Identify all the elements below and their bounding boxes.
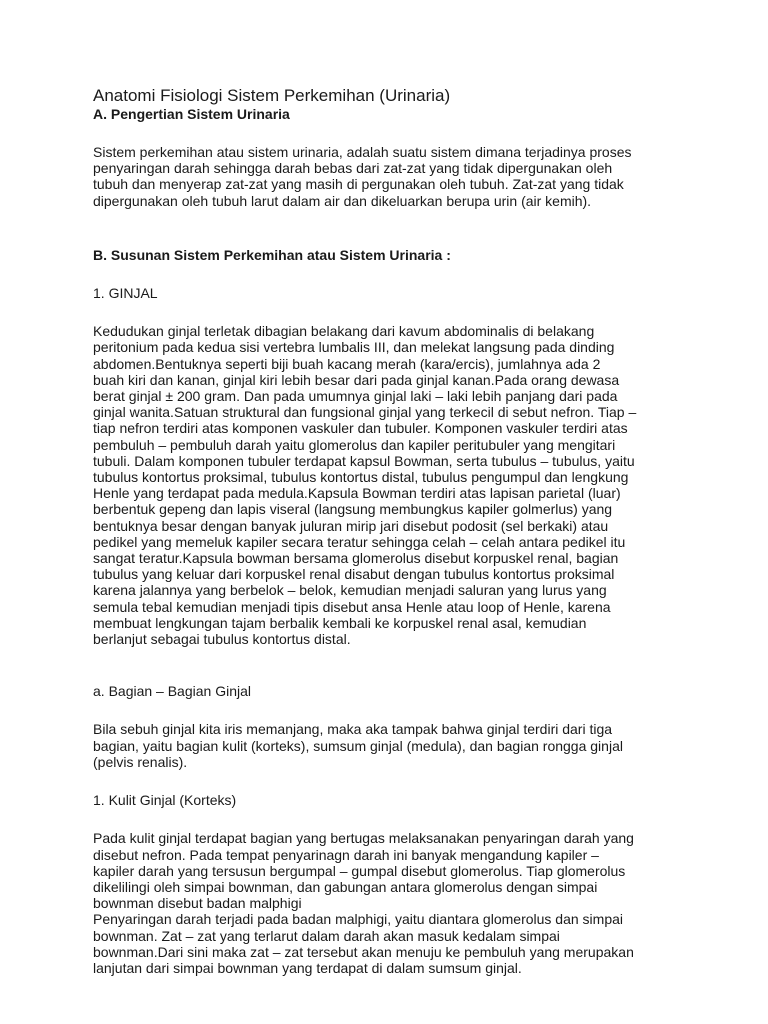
- paragraph-line: Kedudukan ginjal terletak dibagian belakang dari kavum abdominalis di belakang: [93, 323, 595, 340]
- paragraph-line: kapiler darah yang tersusun bergumpal – gumpal disebut glomerolus. Tiap glomerolus: [93, 862, 626, 879]
- paragraph-line: dikelilingi oleh simpai bownman, dan gabungan antara glomerolus dengan simpai: [93, 878, 598, 895]
- paragraph-line: berat ginjal ± 200 gram. Dan pada umumnya ginjal laki – laki lebih panjang dari pada: [93, 388, 618, 405]
- paragraph-line: tubulus kontortus proksimal, tubulus kontortus distal, tubulus pengumpul dan lengkung: [93, 469, 629, 486]
- bagian-heading: a. Bagian – Bagian Ginjal: [93, 683, 251, 700]
- kulit-paragraph: [93, 830, 693, 976]
- paragraph-line: tubulus yang keluar dari korpuskel renal disabut dengan tubulus kontortus proksimal: [93, 566, 615, 583]
- paragraph-line: abdomen.Bentuknya seperti biji buah kacang merah (kara/ercis), jumlahnya ada 2: [93, 355, 601, 372]
- paragraph-line: karena jalannya yang berbelok – belok, kemudian menjadi saluran yang lurus yang: [93, 582, 607, 599]
- paragraph-line: bownman. Zat – zat yang terlarut dalam darah akan masuk kedalam simpai: [93, 927, 560, 944]
- paragraph-line: peritonium pada kedua sisi vertebra lumbalis III, dan melekat langsung pada dinding: [93, 339, 615, 356]
- section-a-paragraph: [93, 144, 693, 209]
- paragraph-line: buah kiri dan kanan, ginjal kiri lebih besar dari pada ginjal kanan.Pada orang dewasa: [93, 371, 620, 388]
- paragraph-line: semula tebal kemudian menjadi tipis disebut ansa Henle atau loop of Henle, karena: [93, 598, 611, 615]
- section-b-heading: B. Susunan Sistem Perkemihan atau Sistem Urinaria :: [93, 246, 451, 263]
- paragraph-line: bownman.Dari sini maka zat – zat tersebut akan menuju ke pembuluh yang merupakan: [93, 943, 634, 960]
- paragraph-line: disebut nefron. Pada tempat penyarinagn darah ini banyak mengandung kapiler –: [93, 846, 599, 863]
- paragraph-line: berbentuk gepeng dan lapis viseral (langsung membungkus kapiler golmerlus) yang: [93, 501, 613, 518]
- paragraph-line: penyaringan darah sehingga darah bebas dari zat-zat yang tidak dipergunakan oleh: [93, 160, 613, 177]
- paragraph-line: Bila sebuh ginjal kita iris memanjang, maka aka tampak bahwa ginjal terdiri dari tiga: [93, 721, 613, 738]
- paragraph-line: berlanjut sebagai tubulus kontortus distal.: [93, 631, 351, 648]
- bagian-paragraph: [93, 721, 693, 770]
- paragraph-line: bagian, yaitu bagian kulit (korteks), sumsum ginjal (medula), dan bagian rongga ginjal: [93, 737, 623, 754]
- paragraph-line: Pada kulit ginjal terdapat bagian yang bertugas melaksanakan penyaringan darah yang: [93, 830, 634, 847]
- paragraph-line: Penyaringan darah terjadi pada badan malphigi, yaitu diantara glomerolus dan simpai: [93, 911, 624, 928]
- paragraph-line: ginjal wanita.Satuan struktural dan fungsional ginjal yang terkecil di sebut nefron. Tiap –: [93, 404, 637, 421]
- paragraph-line: lanjutan dari simpai bownman yang terdapat di dalam sumsum ginjal.: [93, 959, 522, 976]
- paragraph-line: pembuluh – pembuluh darah yaitu glomerolus dan kapiler peritubuler yang mengitari: [93, 436, 616, 453]
- paragraph-line: membuat lengkungan tajam berbalik kembali ke korpuskel renal asal, kemudian: [93, 614, 587, 631]
- document-title: Anatomi Fisiologi Sistem Perkemihan (Urinaria): [93, 86, 451, 105]
- paragraph-line: tubuh dan menyerap zat-zat yang masih di pergunakan oleh tubuh. Zat-zat yang tidak: [93, 176, 624, 193]
- paragraph-line: bentuknya besar dengan banyak juluran mirip jari disebut podosit (sel berkaki) atau: [93, 517, 609, 534]
- paragraph-line: (pelvis renalis).: [93, 753, 188, 770]
- paragraph-line: Henle yang terdapat pada medula.Kapsula Bowman terdiri atas lapisan parietal (luar): [93, 485, 621, 502]
- paragraph-line: dipergunakan oleh tubuh larut dalam air dan dikeluarkan berupa urin (air kemih).: [93, 192, 592, 209]
- paragraph-line: sangat teratur.Kapsula bowman bersama glomerolus disebut korpuskel renal, bagian: [93, 550, 619, 567]
- paragraph-line: bownman disebut badan malphigi: [93, 895, 302, 912]
- ginjal-paragraph: [93, 323, 693, 647]
- paragraph-line: tubuli. Dalam komponen tubuler terdapat kapsul Bowman, serta tubulus – tubulus, yaitu: [93, 452, 635, 469]
- kulit-heading: 1. Kulit Ginjal (Korteks): [93, 792, 237, 809]
- section-a-heading: A. Pengertian Sistem Urinaria: [93, 106, 290, 122]
- paragraph-line: pedikel yang memeluk kapiler secara teratur sehingga celah – celah antara pedikel itu: [93, 533, 626, 550]
- paragraph-line: Sistem perkemihan atau sistem urinaria, adalah suatu sistem dimana terjadinya proses: [93, 144, 632, 160]
- ginjal-heading: 1. GINJAL: [93, 285, 158, 302]
- document-page: [93, 86, 693, 976]
- paragraph-line: tiap nefron terdiri atas komponen vaskuler dan tubuler. Komponen vaskuler terdiri atas: [93, 420, 628, 437]
